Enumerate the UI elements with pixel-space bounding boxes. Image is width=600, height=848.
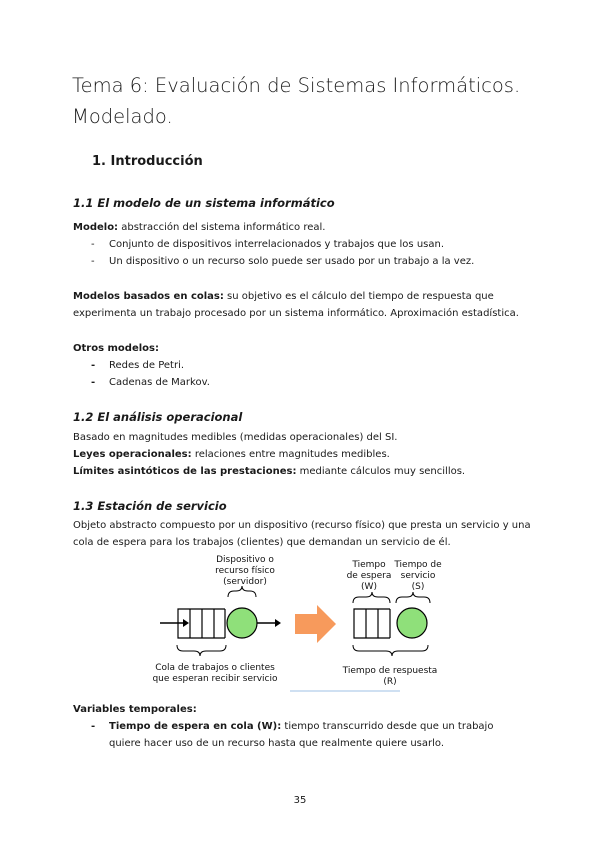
label-line: Tiempo	[352, 560, 386, 570]
list-item: - Cadenas de Markov.	[91, 377, 210, 388]
list-item: - Tiempo de espera en cola (W): tiempo transcurrido desde que un trabajo quiere hacer uso de un recurso hasta que realmente quiere usarlo.	[91, 721, 494, 749]
label-line: (S)	[411, 582, 425, 592]
list-item-text: Conjunto de dispositivos interrelacionados y trabajos que los usan.	[109, 239, 445, 250]
list-item: - Redes de Petri.	[91, 360, 185, 371]
colas-paragraph	[73, 288, 533, 322]
section-heading-introduccion: 1. Introducción	[92, 154, 203, 169]
label-line: Dispositivo o	[216, 555, 274, 565]
dispositivo-label	[200, 555, 290, 588]
variable-label: Tiempo de espera en cola (W):	[109, 721, 282, 732]
leyes-text: relaciones entre magnitudes medibles.	[191, 449, 390, 460]
page-title: Tema 6: Evaluación de Sistemas Informáticos. Modelado.	[72, 74, 521, 128]
subsection-heading-analisis: 1.2 El análisis operacional	[73, 410, 243, 424]
label-line: de espera	[346, 571, 392, 581]
label-line: (servidor)	[223, 577, 267, 587]
variable-text: tiempo transcurrido desde que un trabajo quiere hacer uso de un recurso hasta que realmente quiere usarlo.	[109, 721, 494, 749]
analisis-line: Basado en magnitudes medibles (medidas operacionales) del SI.	[73, 432, 398, 443]
limites-label: Límites asintóticos de las prestaciones:	[73, 466, 297, 477]
list-item-text: Un dispositivo o un recurso solo puede ser usado por un trabajo a la vez.	[109, 256, 475, 267]
modelo-definition	[73, 219, 533, 236]
espera-label	[340, 560, 398, 593]
page-number: 35	[293, 795, 307, 806]
colas-text: su objetivo es el cálculo del tiempo de respuesta que experimenta un trabajo procesado por un sistema informático. Aproximación estadística.	[73, 291, 519, 319]
modelo-label: Modelo:	[73, 222, 119, 233]
subsection-heading-modelo: 1.1 El modelo de un sistema informático	[73, 196, 335, 210]
label-line: (W)	[361, 582, 377, 592]
label-line: servicio	[400, 571, 436, 581]
label-line: Tiempo de respuesta	[342, 666, 438, 676]
modelo-text: abstracción del sistema informático real.	[118, 222, 326, 233]
label-line: (R)	[383, 677, 397, 687]
limites-text: mediante cálculos muy sencillos.	[296, 466, 466, 477]
list-item: - Un dispositivo o un recurso solo puede ser usado por un trabajo a la vez.	[91, 256, 475, 267]
respuesta-label	[335, 666, 445, 688]
variables-label: Variables temporales:	[73, 704, 197, 715]
server-circle-right	[397, 608, 427, 638]
subsection-heading-estacion: 1.3 Estación de servicio	[73, 499, 227, 513]
label-line: Tiempo de	[394, 560, 442, 570]
server-circle	[227, 608, 257, 638]
estacion-paragraph: Objeto abstracto compuesto por un dispositivo (recurso físico) que presta un servicio y una cola de espera para los trabajos (clientes) que demandan un servicio de él.	[73, 520, 531, 548]
colas-label: Modelos basados en colas:	[73, 291, 224, 302]
leyes-line	[73, 446, 533, 463]
label-line: que esperan recibir servicio	[152, 674, 278, 684]
list-item: - Conjunto de dispositivos interrelacionados y trabajos que los usan.	[91, 239, 445, 250]
leyes-label: Leyes operacionales:	[73, 449, 192, 460]
list-item-text: Cadenas de Markov.	[109, 377, 210, 388]
otros-modelos-label: Otros modelos:	[73, 343, 159, 354]
cola-label	[150, 663, 280, 685]
servicio-label	[392, 560, 444, 593]
label-line: Cola de trabajos o clientes	[155, 663, 275, 673]
list-item-text: Redes de Petri.	[109, 360, 185, 371]
label-line: recurso físico	[215, 566, 275, 576]
limites-line	[73, 463, 533, 480]
